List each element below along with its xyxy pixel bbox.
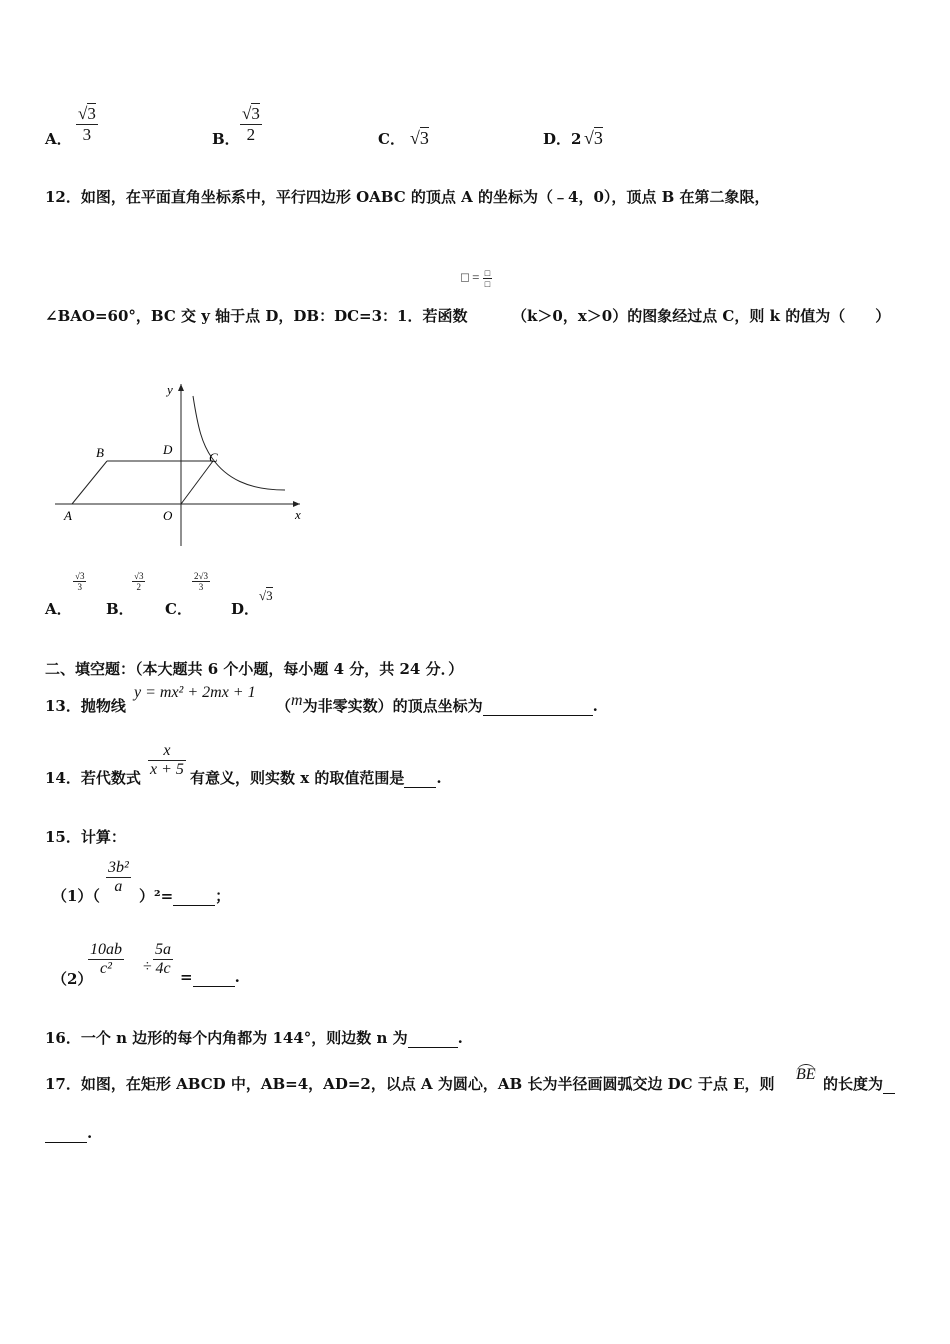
q17-line2 (45, 1124, 92, 1143)
q12-option-c-label: C． (165, 600, 192, 618)
option-label: A． (45, 130, 72, 148)
q15-part2-fraction2 (153, 941, 173, 978)
numerator: 5a (155, 941, 171, 958)
q17-answer-blank-part1 (883, 1075, 895, 1094)
q17-line1: 17．如图，在矩形 ABCD 中，AB=4，AD=2，以点 A 为圆心，AB 长为半径画圆弧交边 DC 于点 E，则 (45, 1075, 775, 1093)
label-c: C (209, 450, 218, 465)
numerator: √3 (75, 571, 85, 581)
q13-formula: y = mx² + 2mx + 1 (134, 684, 256, 701)
q17-answer-blank-part2 (45, 1124, 87, 1143)
coefficient: 2 (571, 130, 582, 148)
q15-part2-divide: ÷ (143, 958, 152, 975)
denominator: 2 (246, 125, 256, 144)
q14-answer-blank (404, 769, 436, 788)
q17-arc-symbol (796, 1064, 816, 1084)
function-lhs: □ = (461, 269, 480, 285)
denominator: 3 (198, 582, 204, 592)
q17-line1-end-row (823, 1073, 895, 1094)
q12-line2-part2: （k＞0，x＞0）的图象经过点 C，则 k 的值为（ ） (512, 307, 891, 325)
denominator: 4c (155, 960, 171, 977)
q13-suffix: 为非零实数）的顶点坐标为 (302, 697, 483, 715)
q13-suffix-row (276, 692, 598, 716)
q15-part2-end: . (234, 968, 240, 986)
q13-prefix: 13．抛物线 (45, 697, 126, 715)
numerator: 3 (87, 104, 96, 123)
q15-part2-label: （2） (52, 970, 93, 988)
q15-part2-fraction1 (88, 941, 124, 978)
numerator: √3 (134, 571, 144, 581)
variable-m: m (291, 692, 303, 709)
denominator: x + 5 (150, 761, 184, 778)
y-axis-arrow (178, 384, 184, 391)
q14-suffix: 有意义，则实数 x 的取值范围是 (190, 769, 405, 787)
numerator: 3b² (108, 859, 129, 876)
option-label: B． (212, 130, 240, 148)
q12-option-a-label: A． (45, 600, 72, 618)
label-x: x (295, 507, 301, 522)
q11-option-b-fraction: $\frac{√3}{2}$ (242, 104, 260, 144)
q16-answer-blank (408, 1029, 458, 1048)
q14-fraction (148, 742, 186, 779)
q12-option-a-fraction (73, 571, 86, 592)
q14-prefix: 14．若代数式 (45, 769, 141, 787)
radicand: 3 (593, 128, 603, 148)
label-b: B (96, 445, 104, 460)
q14-suffix-row (190, 767, 442, 788)
denominator: 3 (77, 582, 82, 592)
q12-option-d-sqrt: √3 (259, 588, 273, 603)
label-a: A (64, 508, 72, 523)
label-o: O (163, 508, 173, 523)
q12-option-d-label: D． (231, 600, 260, 618)
numerator: x (163, 742, 171, 759)
section-heading: 二、填空题：（本大题共 6 个小题，每小题 4 分，共 24 分．） (45, 660, 464, 678)
label-y: y (167, 382, 173, 397)
q16-end: . (457, 1029, 463, 1047)
q11-option-c (378, 128, 405, 149)
hyperbola-curve (193, 396, 285, 490)
segment-oc (181, 461, 213, 504)
q11-option-b (212, 128, 240, 149)
q15-part1-end: ； (215, 887, 231, 905)
q11-option-a (45, 128, 72, 149)
q15-part2-eq: = (180, 968, 193, 986)
q13-answer-blank (483, 697, 593, 716)
q12-option-b-fraction (132, 571, 145, 592)
denominator: 2 (136, 582, 141, 592)
function-denominator: □ (484, 279, 491, 289)
q17-line1-end: 的长度为 (823, 1075, 884, 1093)
q12-line2-part1: ∠BAO=60°，BC 交 y 轴于点 D，DB：DC=3：1．若函数 (45, 307, 468, 325)
q14-end: . (436, 769, 442, 787)
option-label: C． (378, 130, 405, 148)
paren-open: （ (276, 697, 292, 715)
q12-option-c-fraction (192, 571, 210, 592)
label-d: D (163, 442, 173, 457)
q15-part1-answer-blank (173, 887, 215, 906)
radicand: 3 (266, 588, 273, 603)
q16-text: 16．一个 n 边形的每个内角都为 144°，则边数 n 为 (45, 1029, 408, 1047)
q15-part2-answer-blank (193, 968, 235, 987)
q15-part1-label: （1）（ (52, 887, 100, 905)
segment-ab (72, 461, 107, 504)
q12-line1: 12．如图，在平面直角坐标系中，平行四边形 OABC 的顶点 A 的坐标为（﹣4，0），顶点 B 在第二象限， (45, 188, 770, 206)
q12-function-formula (461, 268, 492, 289)
q11-option-d (543, 128, 581, 149)
q15-part1-suffix: ）²= (139, 887, 174, 905)
denominator: c² (100, 960, 112, 977)
q12-coordinate-graph (50, 378, 320, 550)
denominator: 3 (82, 125, 92, 144)
q17-line2-end: . (87, 1124, 93, 1142)
q13-end: . (592, 697, 598, 715)
q15-part2-suffix-row (180, 968, 240, 987)
q15-part1-fraction (106, 859, 131, 896)
denominator: a (114, 878, 123, 895)
function-numerator: □ (484, 268, 491, 278)
numerator: 10ab (90, 941, 122, 958)
q16-row (45, 1027, 463, 1048)
option-label: D． (543, 130, 572, 148)
radicand: 3 (419, 128, 429, 148)
q15-part1-suffix-row (139, 885, 230, 906)
numerator: 2√3 (194, 571, 208, 581)
q11-option-c-sqrt: √3 (410, 128, 429, 148)
q11-option-d-sqrt: √3 (584, 128, 603, 148)
q15-title: 15．计算： (45, 828, 126, 846)
q11-option-a-fraction: $\frac{√3}{3}$ (78, 104, 96, 144)
numerator: 3 (251, 104, 260, 123)
arc-be: BE (796, 1066, 816, 1083)
q12-option-b-label: B． (106, 600, 134, 618)
